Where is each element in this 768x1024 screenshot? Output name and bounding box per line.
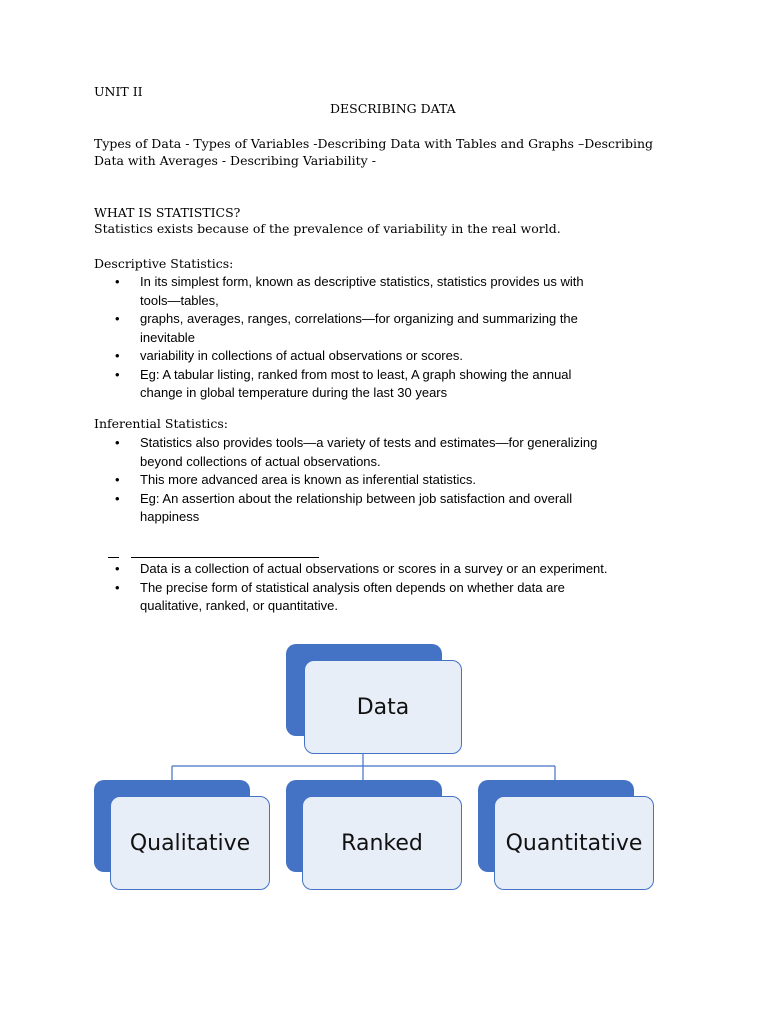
bullet-icon: • (115, 274, 120, 289)
bullet-icon: • (115, 561, 120, 576)
bullet-text: qualitative, ranked, or quantitative. (140, 598, 339, 613)
data-list (0, 560, 652, 616)
diagram-root-node (286, 644, 462, 754)
page-title: DESCRIBING DATA (330, 101, 456, 116)
diagram-node-quantitative (478, 780, 654, 890)
list-item (0, 366, 652, 403)
bullet-icon: • (115, 490, 120, 506)
bullet-text: graphs, averages, ranges, correlations—for organizing and summarizing the (140, 311, 578, 326)
bullet-text: beyond collections of actual observations. (140, 453, 381, 469)
list-item (0, 347, 652, 366)
bullet-text: happiness (140, 509, 200, 524)
bullet-icon: • (115, 311, 120, 326)
bullet-text: tools—tables, (140, 292, 219, 308)
topics-line-2: Data with Averages - Describing Variability - (94, 153, 376, 168)
bullet-text: variability in collections of actual observations or scores. (140, 348, 463, 363)
node-label-quantitative: Quantitative (494, 796, 654, 890)
bullet-icon: • (115, 348, 120, 363)
descriptive-heading: Descriptive Statistics: (94, 256, 234, 271)
bullet-text: In its simplest form, known as descriptive statistics, statistics provides us with (140, 274, 584, 289)
list-item (0, 490, 652, 527)
bullet-text: The precise form of statistical analysis often depends on whether data are (140, 579, 565, 595)
descriptive-list (0, 273, 652, 403)
bullet-icon: • (115, 579, 120, 595)
bullet-text: inevitable (140, 329, 195, 345)
what-is-statistics-body: Statistics exists because of the prevalence of variability in the real world. (94, 221, 561, 236)
list-item (0, 310, 652, 347)
bullet-icon: • (115, 472, 120, 487)
node-label-data: Data (304, 660, 462, 754)
list-item (0, 471, 652, 490)
bullet-text: Statistics also provides tools—a variety of tests and estimates—for generalizing (140, 435, 598, 450)
unit-label: UNIT II (94, 84, 143, 99)
node-label-ranked: Ranked (302, 796, 462, 890)
bullet-icon: • (115, 435, 120, 450)
topics-line-1: Types of Data - Types of Variables -Describing Data with Tables and Graphs –Describing (94, 136, 654, 151)
list-item (0, 560, 652, 579)
bullet-icon: • (115, 366, 120, 382)
what-is-statistics-heading: WHAT IS STATISTICS? (94, 205, 241, 220)
bullet-text: Eg: An assertion about the relationship between job satisfaction and overall (140, 490, 573, 506)
diagram-node-qualitative (94, 780, 270, 890)
list-item (0, 273, 652, 310)
bullet-text: Data is a collection of actual observations or scores in a survey or an experiment. (140, 561, 608, 576)
list-item (0, 579, 652, 616)
list-item (0, 434, 652, 471)
bullet-text: This more advanced area is known as inferential statistics. (140, 472, 476, 487)
divider-short (108, 557, 119, 558)
divider-long (131, 557, 319, 558)
inferential-heading: Inferential Statistics: (94, 416, 229, 431)
inferential-list (0, 434, 652, 527)
diagram-node-ranked (286, 780, 462, 890)
bullet-text: Eg: A tabular listing, ranked from most to least, A graph showing the annual (140, 366, 572, 382)
bullet-text: change in global temperature during the last 30 years (140, 385, 448, 400)
node-label-qualitative: Qualitative (110, 796, 270, 890)
